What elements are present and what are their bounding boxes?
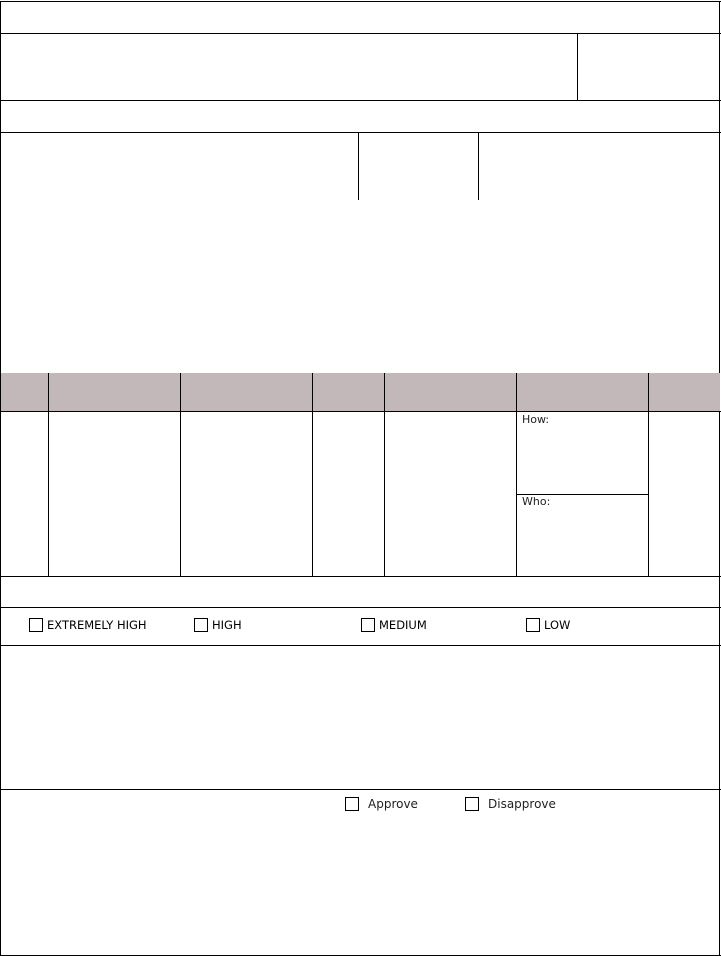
divider <box>719 1 720 956</box>
checkbox-medium[interactable] <box>361 618 427 632</box>
checkbox-high[interactable] <box>194 618 242 632</box>
column-divider <box>180 373 181 577</box>
checkbox-label: Approve <box>368 797 418 811</box>
column-divider <box>384 373 385 577</box>
divider <box>0 100 721 101</box>
divider <box>478 132 479 200</box>
divider <box>0 607 721 608</box>
divider <box>0 789 721 790</box>
checkbox-icon[interactable] <box>465 797 479 811</box>
checkbox-label: EXTREMELY HIGH <box>47 618 147 632</box>
approve-checkbox[interactable] <box>345 797 418 811</box>
divider <box>0 576 721 577</box>
table-header-row <box>1 373 720 411</box>
checkbox-icon[interactable] <box>361 618 375 632</box>
checkbox-label: LOW <box>544 618 571 632</box>
disapprove-checkbox[interactable] <box>465 797 556 811</box>
divider <box>577 33 578 100</box>
checkbox-label: MEDIUM <box>379 618 427 632</box>
how-label: How: <box>522 413 550 426</box>
checkbox-extremely-high[interactable] <box>29 618 147 632</box>
checkbox-icon[interactable] <box>345 797 359 811</box>
checkbox-low[interactable] <box>526 618 570 632</box>
checkbox-icon[interactable] <box>526 618 540 632</box>
divider <box>0 132 721 133</box>
column-divider <box>48 373 49 577</box>
divider <box>358 132 359 200</box>
divider <box>0 645 721 646</box>
divider <box>0 411 721 412</box>
divider <box>0 1 721 2</box>
column-divider <box>516 373 517 577</box>
checkbox-icon[interactable] <box>29 618 43 632</box>
who-label: Who: <box>522 495 551 508</box>
divider <box>0 33 721 34</box>
checkbox-icon[interactable] <box>194 618 208 632</box>
divider <box>0 1 1 956</box>
column-divider <box>648 373 649 577</box>
column-divider <box>312 373 313 577</box>
checkbox-label: HIGH <box>212 618 242 632</box>
checkbox-label: Disapprove <box>488 797 556 811</box>
